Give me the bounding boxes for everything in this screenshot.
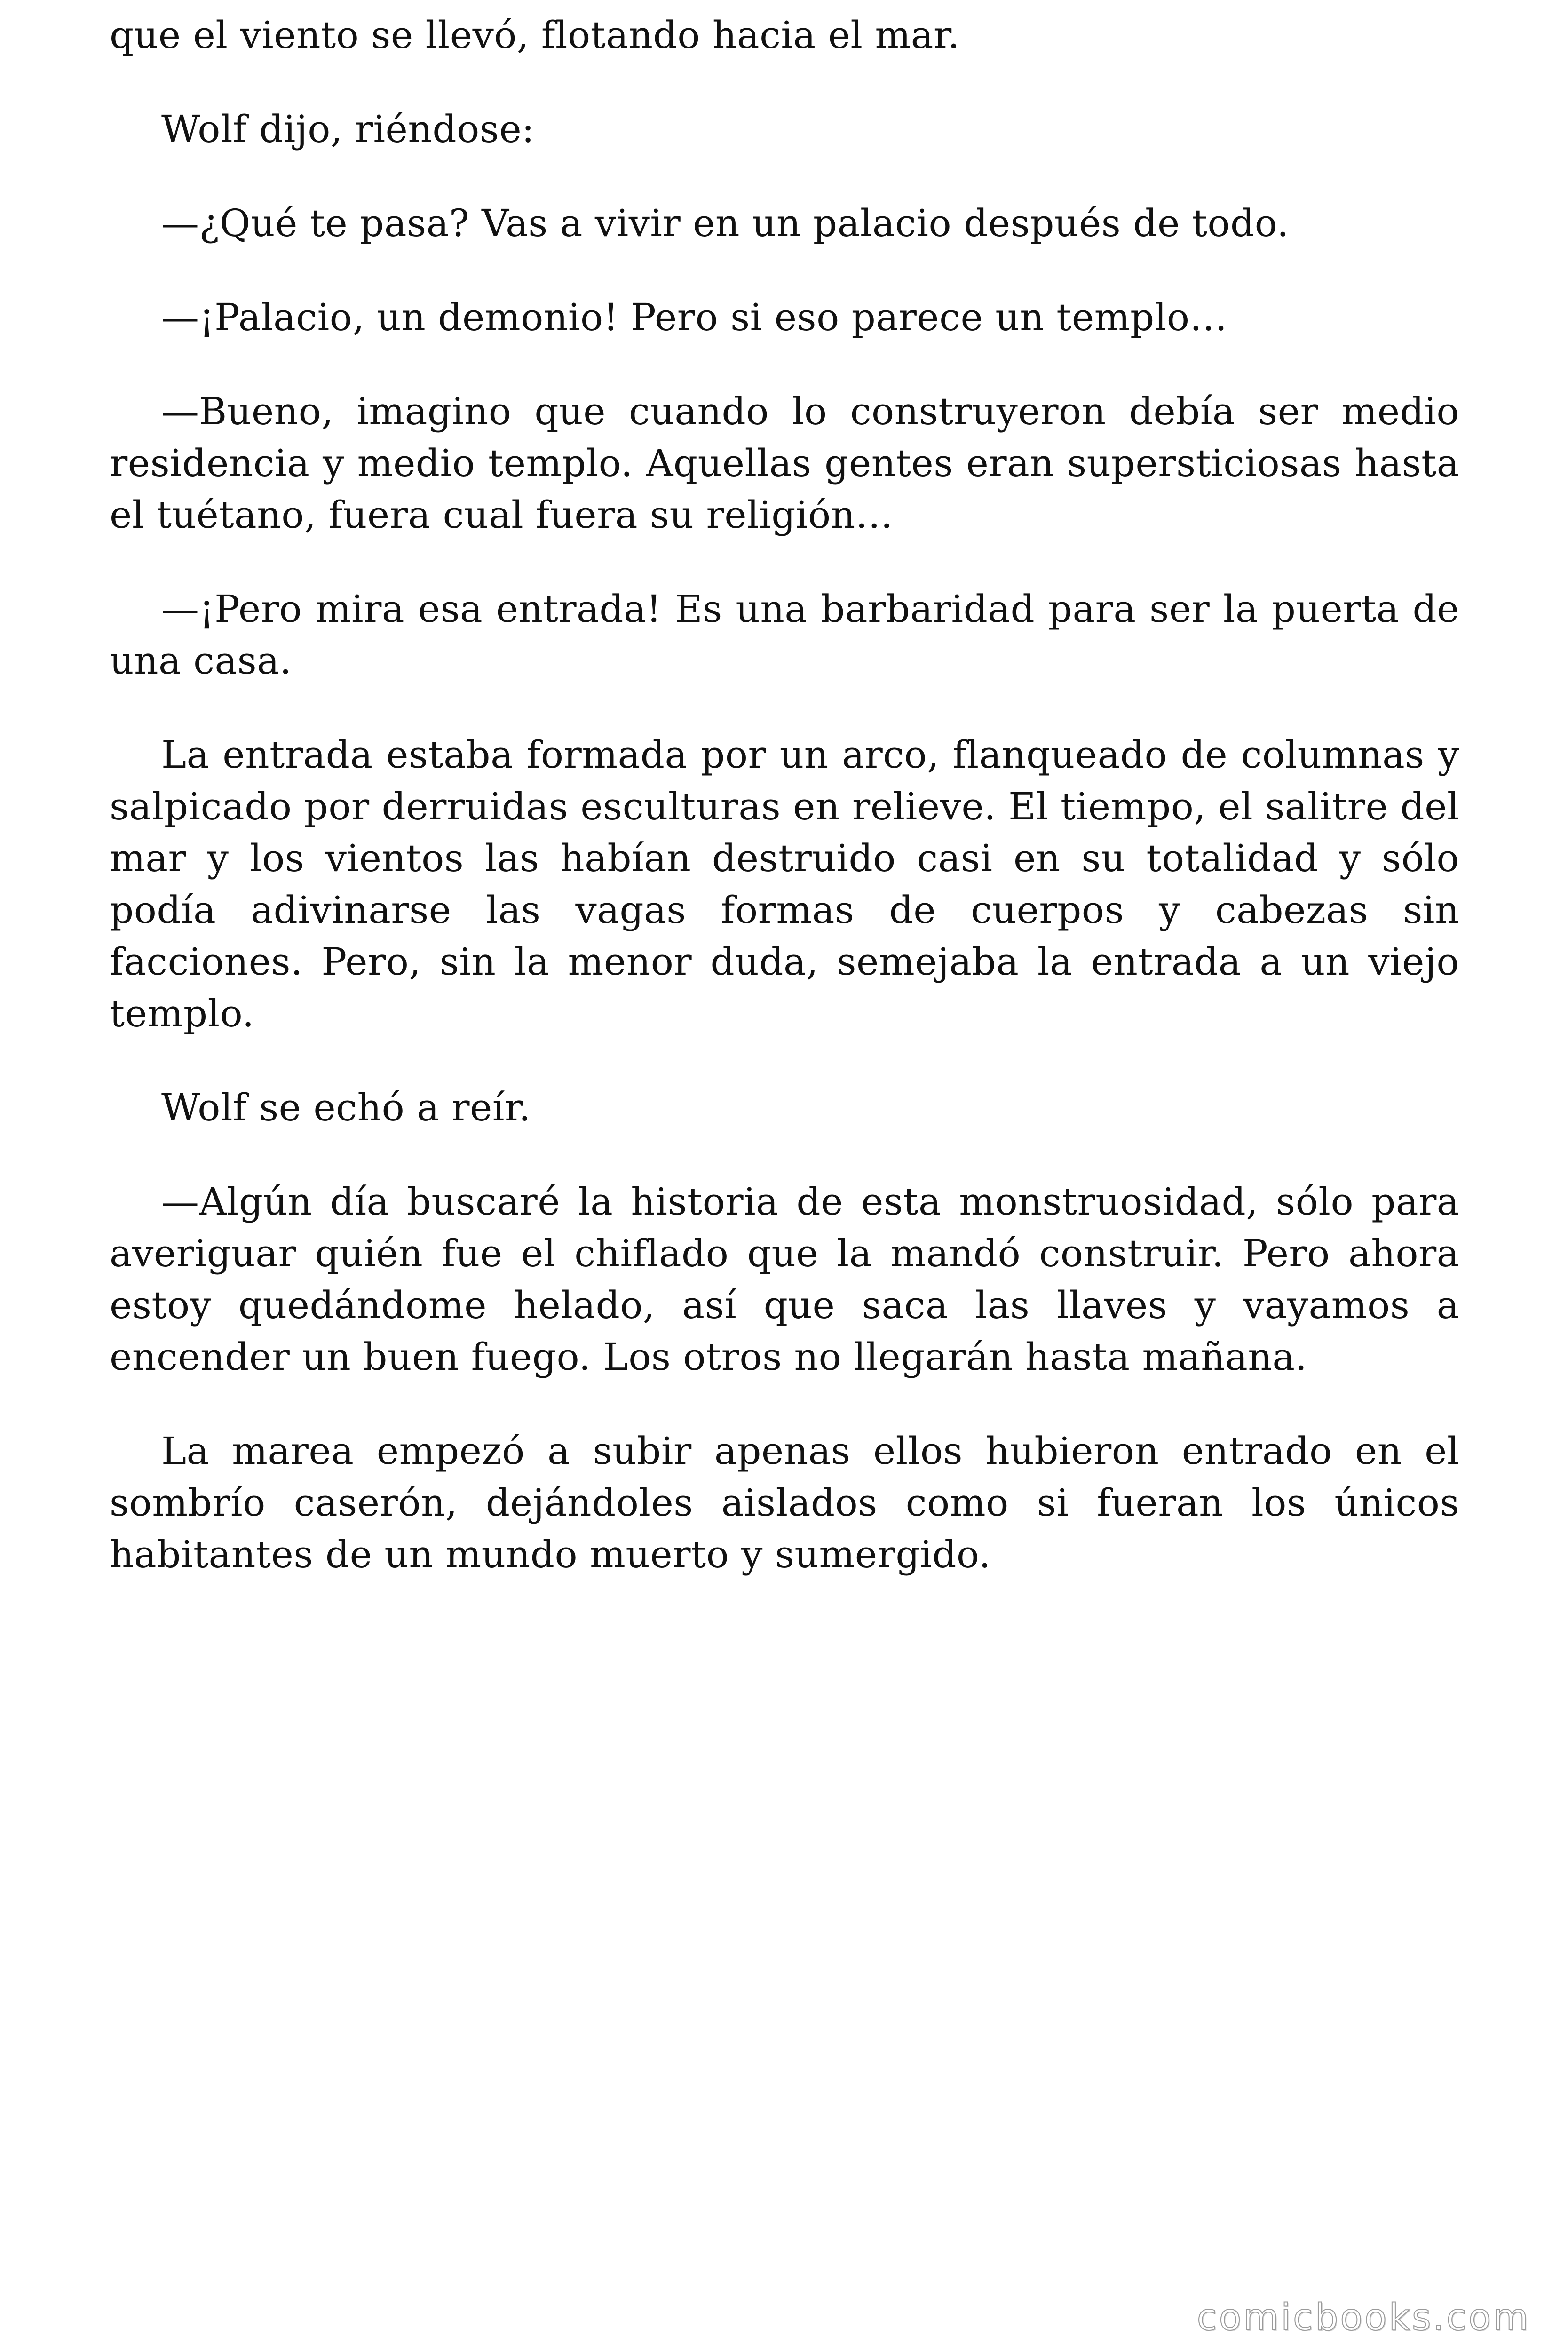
paragraph-10: La marea empezó a subir apenas ellos hubieron entrado en el sombrío caserón, dejándoles aislados como si fueran los únicos habitantes de un mundo muerto y sumergido.	[110, 1429, 1459, 1576]
watermark-text: comicbooks.com	[1196, 2296, 1530, 2339]
paragraph-1: que el viento se llevó, flotando hacia el mar.	[110, 13, 960, 57]
paragraph-2: Wolf dijo, riéndose:	[161, 107, 535, 151]
document-page	[110, 9, 1459, 1623]
paragraph-3: —¿Qué te pasa? Vas a vivir en un palacio después de todo.	[161, 201, 1289, 245]
paragraph-7: La entrada estaba formada por un arco, flanqueado de columnas y salpicado por derruidas esculturas en relieve. El tiempo, el salitre del mar y los vientos las habían destruido casi en su totalidad y sólo podía adivinarse las vagas formas de cuerpos y cabezas sin facciones. Pero, sin la menor duda, semejaba la entrada a un viejo templo.	[110, 733, 1459, 1035]
paragraph-9: —Algún día buscaré la historia de esta monstruosidad, sólo para averiguar quién fue el chiflado que la mandó construir. Pero ahora estoy quedándome helado, así que saca las llaves y vayamos a encender un buen fuego. Los otros no llegarán hasta mañana.	[110, 1180, 1459, 1379]
paragraph-8: Wolf se echó a reír.	[161, 1086, 531, 1129]
paragraph-5: —Bueno, imagino que cuando lo construyeron debía ser medio residencia y medio templo. Aquellas gentes eran supersticiosas hasta el tuétano, fuera cual fuera su religión…	[110, 389, 1459, 537]
paragraph-6: —¡Pero mira esa entrada! Es una barbaridad para ser la puerta de una casa.	[110, 587, 1459, 683]
paragraph-4: —¡Palacio, un demonio! Pero si eso parece un templo…	[161, 295, 1228, 339]
